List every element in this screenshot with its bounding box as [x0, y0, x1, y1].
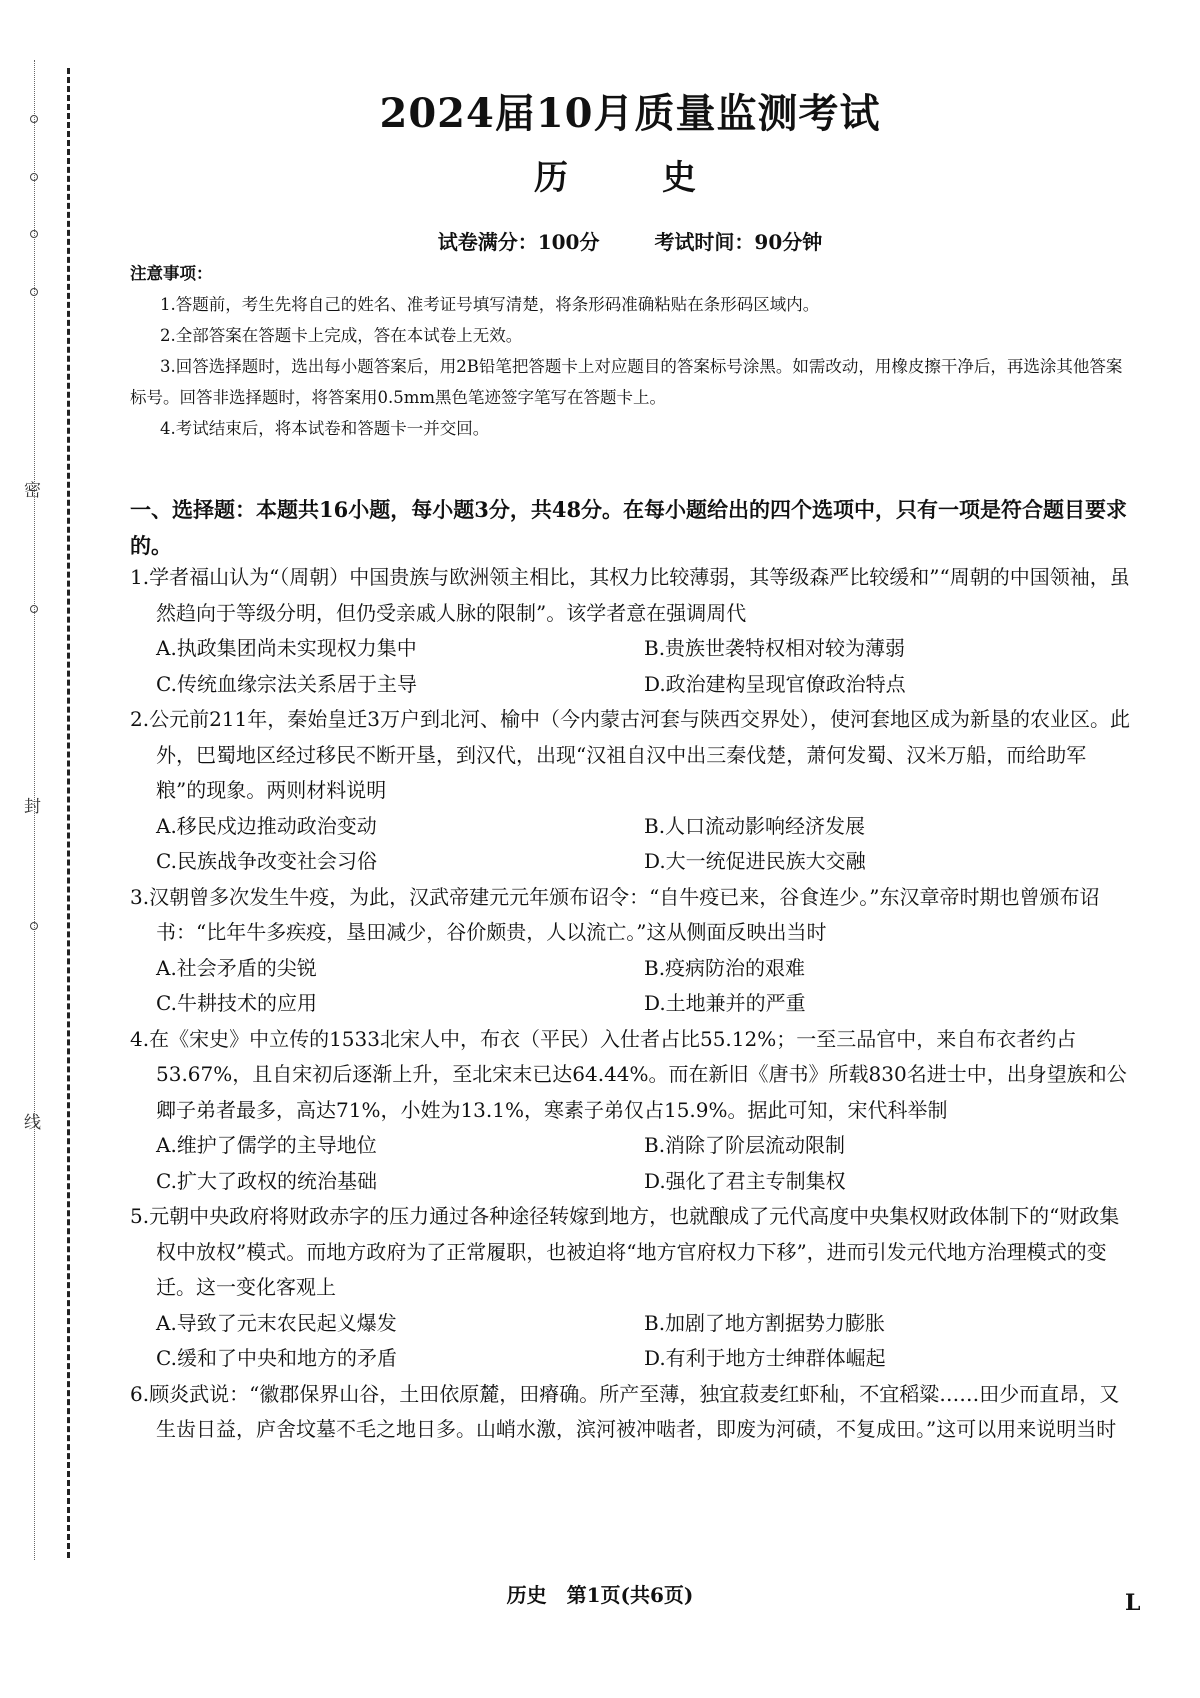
option-c: C.牛耕技术的应用 [156, 991, 317, 1015]
hole-mark-icon [30, 230, 38, 238]
option-a: A.维护了儒学的主导地位 [156, 1133, 377, 1157]
option-b: B.消除了阶层流动限制 [644, 1133, 846, 1157]
seal-char-xian: 线 [24, 1113, 41, 1133]
notes-title: 注意事项： [130, 264, 213, 283]
question-2 [130, 702, 1130, 880]
option-grid [130, 1128, 1130, 1199]
option-d: D.强化了君主专制集权 [644, 1168, 846, 1193]
option-a: A.执政集团尚未实现权力集中 [156, 636, 417, 660]
binding-line [67, 68, 70, 1558]
option-grid [130, 951, 1130, 1022]
full-score: 试卷满分：100分 [437, 230, 600, 254]
question-stem: 6.顾炎武说：“徽郡保界山谷，土田依原麓，田瘠确。所产至薄，独宜菽麦红虾秈，不宜稻粱……田少而直昂，又生齿日益，庐舍坟墓不毛之地日多。山峭水激，滨河被冲啮者，即废为河碛，不复成田。”这可以用来说明当时 [130, 1381, 1120, 1441]
note-item: 1.答题前，考生先将自己的姓名、准考证号填写清楚，将条形码准确粘贴在条形码区域内。 [160, 295, 820, 314]
option-b: B.加剧了地方割据势力膨胀 [644, 1310, 886, 1335]
option-c: C.民族战争改变社会习俗 [156, 849, 377, 873]
note-item: 2.全部答案在答题卡上完成，答在本试卷上无效。 [160, 326, 523, 345]
option-a: A.导致了元末农民起义爆发 [156, 1310, 397, 1335]
exam-title: 2024届10月质量监测考试 [379, 90, 881, 137]
question-stem: 4.在《宋史》中立传的1533北宋人中，布衣（平民）入仕者占比55.12%；一至三品官中，来自布衣者约占53.67%，且自宋初后逐渐上升，至北宋末已达64.44%。而在新旧《唐书》所载830名进士中，出身望族和公卿子弟者最多，高达71%，小姓为13.1%，寒素子弟仅占15.9%。据此可知，宋代科举制 [130, 1026, 1127, 1122]
question-stem: 2.公元前211年，秦始皇迁3万户到北河、榆中（今内蒙古河套与陕西交界处），使河套地区成为新垦的农业区。此外，巴蜀地区经过移民不断开垦，到汉代，出现“汉祖自汉中出三秦伐楚，萧何发蜀、汉米万船，而给助军粮”的现象。两则材料说明 [130, 707, 1130, 802]
option-a: A.移民戍边推动政治变动 [156, 813, 377, 838]
question-3 [130, 880, 1130, 1022]
option-b: B.贵族世袭特权相对较为薄弱 [644, 636, 906, 660]
hole-mark-icon [30, 605, 38, 613]
seal-char-mi: 密 [24, 481, 41, 501]
notes [130, 258, 1130, 444]
option-c: C.扩大了政权的统治基础 [156, 1168, 377, 1193]
hole-mark-icon [30, 173, 38, 181]
question-5 [130, 1199, 1130, 1377]
hole-mark-icon [30, 288, 38, 296]
option-c: C.缓和了中央和地方的矛盾 [156, 1346, 397, 1370]
hole-mark-icon [30, 115, 38, 123]
option-c: C.传统血缘宗法关系居于主导 [156, 671, 417, 696]
question-4 [130, 1022, 1130, 1200]
note-item: 4.考试结束后，将本试卷和答题卡一并交回。 [160, 419, 490, 438]
exam-time: 考试时间：90分钟 [654, 230, 823, 254]
option-d: D.大一统促进民族大交融 [644, 849, 866, 873]
version-mark: L [1125, 1590, 1141, 1616]
question-list [130, 560, 1130, 1448]
section-heading: 一、选择题：本题共16小题，每小题3分，共48分。在每小题给出的四个选项中，只有一项是符合题目要求的。 [130, 497, 1128, 558]
note-item: 3.回答选择题时，选出每小题答案后，用2B铅笔把答题卡上对应题目的答案标号涂黑。如需改动，用橡皮擦干净后，再选涂其他答案标号。回答非选择题时，将答案用0.5mm黑色笔迹签字笔写在答题卡上。 [130, 357, 1123, 407]
hole-mark-icon [30, 922, 38, 930]
option-grid [130, 1306, 1130, 1377]
question-stem: 5.元朝中央政府将财政赤字的压力通过各种途径转嫁到地方，也就酿成了元代高度中央集权财政体制下的“财政集权中放权”模式。而地方政府为了正常履职，也被迫将“地方官府权力下移”，进而引发元代地方治理模式的变迁。这一变化客观上 [130, 1204, 1120, 1299]
page-footer: 历史 第1页(共6页) [506, 1583, 694, 1607]
question-stem: 3.汉朝曾多次发生牛疫，为此，汉武帝建元元年颁布诏令：“自牛疫已来，谷食连少。”东汉章帝时期也曾颁布诏书：“比年牛多疾疫，垦田减少，谷价颇贵，人以流亡。”这从侧面反映出当时 [130, 884, 1100, 944]
option-grid [130, 631, 1130, 702]
exam-meta [130, 226, 1130, 255]
option-b: B.人口流动影响经济发展 [644, 813, 866, 838]
seal-char-feng: 封 [24, 797, 41, 817]
option-a: A.社会矛盾的尖锐 [156, 955, 317, 980]
option-d: D.有利于地方士绅群体崛起 [644, 1346, 886, 1370]
option-grid [130, 809, 1130, 880]
option-d: D.土地兼并的严重 [644, 991, 806, 1015]
option-d: D.政治建构呈现官僚政治特点 [644, 671, 906, 696]
subject-title: 历 史 [534, 158, 726, 198]
option-b: B.疫病防治的艰难 [644, 955, 806, 980]
question-stem: 1.学者福山认为“（周朝）中国贵族与欧洲领主相比，其权力比较薄弱，其等级森严比较缓和”“周朝的中国领袖，虽然趋向于等级分明，但仍受亲戚人脉的限制”。该学者意在强调周代 [130, 565, 1130, 625]
question-6 [130, 1377, 1130, 1448]
question-1 [130, 560, 1130, 702]
